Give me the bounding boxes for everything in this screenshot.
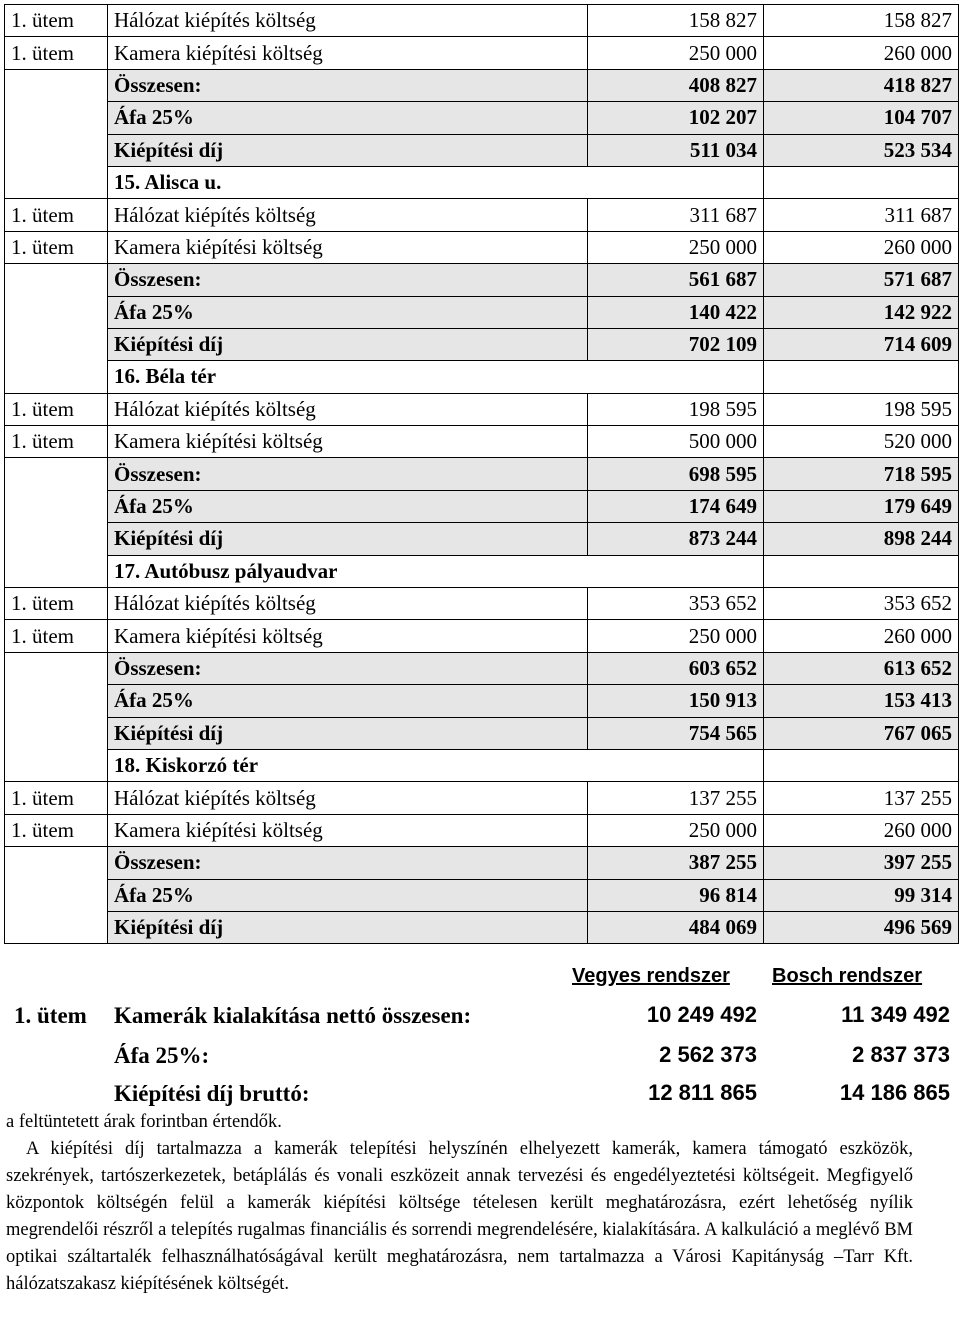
cost-item-row bbox=[5, 199, 959, 231]
location-row bbox=[5, 166, 959, 198]
subtotal-bosch-value: 179 649 bbox=[764, 490, 959, 522]
subtotal-mixed-value: 387 255 bbox=[588, 847, 764, 879]
item-label: Kamera kiépítési költség bbox=[108, 620, 588, 652]
subtotal-blank-cell bbox=[5, 523, 108, 555]
subtotal-blank-cell bbox=[5, 134, 108, 166]
gross-total-mixed: 12 811 865 bbox=[648, 1080, 757, 1105]
subtotal-mixed-value: 603 652 bbox=[588, 652, 764, 684]
subtotal-row bbox=[5, 296, 959, 328]
subtotal-row bbox=[5, 847, 959, 879]
subtotal-mixed-value: 698 595 bbox=[588, 458, 764, 490]
subtotal-row bbox=[5, 134, 959, 166]
col-header-mixed: Vegyes rendszer bbox=[572, 965, 730, 987]
grand-totals bbox=[0, 958, 960, 1108]
cost-item-row bbox=[5, 588, 959, 620]
subtotal-bosch-value: 496 569 bbox=[764, 911, 959, 943]
subtotal-row bbox=[5, 264, 959, 296]
subtotal-row bbox=[5, 911, 959, 943]
summary-phase: 1. ütem bbox=[14, 1003, 87, 1028]
subtotal-blank-cell bbox=[5, 847, 108, 879]
location-empty-cell bbox=[764, 555, 959, 587]
phase-cell: 1. ütem bbox=[5, 393, 108, 425]
mixed-system-value: 353 652 bbox=[588, 588, 764, 620]
cost-item-row bbox=[5, 231, 959, 263]
location-name: 16. Béla tér bbox=[108, 361, 764, 393]
bosch-system-value: 198 595 bbox=[764, 393, 959, 425]
bosch-system-value: 311 687 bbox=[764, 199, 959, 231]
mixed-system-value: 250 000 bbox=[588, 37, 764, 69]
subtotal-label: Összesen: bbox=[108, 264, 588, 296]
mixed-system-value: 137 255 bbox=[588, 782, 764, 814]
subtotal-mixed-value: 102 207 bbox=[588, 102, 764, 134]
bosch-system-value: 520 000 bbox=[764, 426, 959, 458]
location-name: 17. Autóbusz pályaudvar bbox=[108, 555, 764, 587]
bosch-system-value: 353 652 bbox=[764, 588, 959, 620]
phase-cell: 1. ütem bbox=[5, 814, 108, 846]
subtotal-bosch-value: 99 314 bbox=[764, 879, 959, 911]
description-paragraph: A kiépítési díj tartalmazza a kamerák telepítési helyszínén elhelyezett kamerák, kamera támogató eszközök, szekrények, tartószerkezetek, betáplálás és vonali eszközeit annak tervezési és engedélyeztetési költségeit. Megfigyelő központok költségén felül a kamerák kiépítési költsége tételesen került meghatározásra, ezért lehetőség nyílik megrendelői részről a telepítés rugalmas financiális és sorrendi megrendelésére, kialakítására. A kalkuláció a meglévő BM optikai száltartalék felhasználhatóságával került meghatározásra, nem tartalmazza a Városi Kapitányság –Tarr Kft. hálózatszakasz kiépítésének költségét. bbox=[6, 1139, 913, 1294]
phase-cell: 1. ütem bbox=[5, 426, 108, 458]
cost-item-row bbox=[5, 393, 959, 425]
location-row bbox=[5, 555, 959, 587]
subtotal-mixed-value: 150 913 bbox=[588, 685, 764, 717]
subtotal-label: Áfa 25% bbox=[108, 490, 588, 522]
subtotal-row bbox=[5, 102, 959, 134]
item-label: Hálózat kiépítés költség bbox=[108, 393, 588, 425]
vat-total-bosch: 2 837 373 bbox=[852, 1042, 950, 1067]
subtotal-mixed-value: 174 649 bbox=[588, 490, 764, 522]
subtotal-bosch-value: 418 827 bbox=[764, 69, 959, 101]
subtotal-mixed-value: 511 034 bbox=[588, 134, 764, 166]
subtotal-row bbox=[5, 328, 959, 360]
subtotal-row bbox=[5, 652, 959, 684]
subtotal-label: Kiépítési díj bbox=[108, 134, 588, 166]
vat-total-label: Áfa 25%: bbox=[114, 1043, 210, 1068]
item-label: Hálózat kiépítés költség bbox=[108, 199, 588, 231]
cost-item-row bbox=[5, 5, 959, 37]
subtotal-blank-cell bbox=[5, 490, 108, 522]
subtotal-blank-cell bbox=[5, 69, 108, 101]
subtotal-bosch-value: 898 244 bbox=[764, 523, 959, 555]
cost-item-row bbox=[5, 37, 959, 69]
mixed-system-value: 250 000 bbox=[588, 814, 764, 846]
subtotal-blank-cell bbox=[5, 102, 108, 134]
item-label: Kamera kiépítési költség bbox=[108, 814, 588, 846]
phase-cell: 1. ütem bbox=[5, 5, 108, 37]
cost-item-row bbox=[5, 426, 959, 458]
subtotal-label: Összesen: bbox=[108, 458, 588, 490]
phase-cell: 1. ütem bbox=[5, 588, 108, 620]
item-label: Kamera kiépítési költség bbox=[108, 426, 588, 458]
currency-note: a feltüntetett árak forintban értendők. bbox=[6, 1112, 282, 1132]
subtotal-bosch-value: 104 707 bbox=[764, 102, 959, 134]
phase-cell: 1. ütem bbox=[5, 199, 108, 231]
subtotal-blank-cell bbox=[5, 717, 108, 749]
subtotal-row bbox=[5, 879, 959, 911]
gross-total-bosch: 14 186 865 bbox=[839, 1080, 950, 1105]
item-label: Hálózat kiépítés költség bbox=[108, 782, 588, 814]
mixed-system-value: 500 000 bbox=[588, 426, 764, 458]
bosch-system-value: 260 000 bbox=[764, 620, 959, 652]
subtotal-row bbox=[5, 717, 959, 749]
net-total-mixed: 10 249 492 bbox=[646, 1002, 757, 1027]
bosch-system-value: 260 000 bbox=[764, 814, 959, 846]
subtotal-label: Kiépítési díj bbox=[108, 328, 588, 360]
subtotal-bosch-value: 767 065 bbox=[764, 717, 959, 749]
subtotal-label: Áfa 25% bbox=[108, 879, 588, 911]
location-row bbox=[5, 749, 959, 781]
location-name: 18. Kiskorzó tér bbox=[108, 749, 764, 781]
subtotal-bosch-value: 523 534 bbox=[764, 134, 959, 166]
phase-cell: 1. ütem bbox=[5, 231, 108, 263]
subtotal-blank-cell bbox=[5, 264, 108, 296]
subtotal-label: Összesen: bbox=[108, 652, 588, 684]
vat-total-mixed: 2 562 373 bbox=[659, 1042, 757, 1067]
subtotal-mixed-value: 702 109 bbox=[588, 328, 764, 360]
subtotal-bosch-value: 142 922 bbox=[764, 296, 959, 328]
subtotal-row bbox=[5, 69, 959, 101]
item-label: Hálózat kiépítés költség bbox=[108, 588, 588, 620]
subtotal-label: Kiépítési díj bbox=[108, 911, 588, 943]
bosch-system-value: 137 255 bbox=[764, 782, 959, 814]
bosch-system-value: 260 000 bbox=[764, 37, 959, 69]
subtotal-mixed-value: 96 814 bbox=[588, 879, 764, 911]
subtotal-blank-cell bbox=[5, 911, 108, 943]
item-label: Kamera kiépítési költség bbox=[108, 37, 588, 69]
gross-total-label: Kiépítési díj bruttó: bbox=[114, 1081, 310, 1106]
mixed-system-value: 198 595 bbox=[588, 393, 764, 425]
mixed-system-value: 158 827 bbox=[588, 5, 764, 37]
bosch-system-value: 260 000 bbox=[764, 231, 959, 263]
subtotal-row bbox=[5, 458, 959, 490]
net-total-bosch: 11 349 492 bbox=[841, 1002, 950, 1027]
subtotal-mixed-value: 140 422 bbox=[588, 296, 764, 328]
subtotal-mixed-value: 873 244 bbox=[588, 523, 764, 555]
subtotal-blank-cell bbox=[5, 296, 108, 328]
bosch-system-value: 158 827 bbox=[764, 5, 959, 37]
location-row bbox=[5, 361, 959, 393]
cost-item-row bbox=[5, 782, 959, 814]
subtotal-mixed-value: 484 069 bbox=[588, 911, 764, 943]
subtotal-mixed-value: 408 827 bbox=[588, 69, 764, 101]
subtotal-bosch-value: 714 609 bbox=[764, 328, 959, 360]
subtotal-blank-cell bbox=[5, 652, 108, 684]
subtotal-label: Kiépítési díj bbox=[108, 717, 588, 749]
subtotal-bosch-value: 397 255 bbox=[764, 847, 959, 879]
subtotal-bosch-value: 718 595 bbox=[764, 458, 959, 490]
cost-table bbox=[4, 4, 959, 944]
subtotal-bosch-value: 571 687 bbox=[764, 264, 959, 296]
subtotal-row bbox=[5, 523, 959, 555]
item-label: Kamera kiépítési költség bbox=[108, 231, 588, 263]
item-label: Hálózat kiépítés költség bbox=[108, 5, 588, 37]
mixed-system-value: 311 687 bbox=[588, 199, 764, 231]
mixed-system-value: 250 000 bbox=[588, 231, 764, 263]
subtotal-label: Áfa 25% bbox=[108, 296, 588, 328]
subtotal-row bbox=[5, 490, 959, 522]
subtotal-blank-cell bbox=[5, 879, 108, 911]
location-phase-cell bbox=[5, 166, 108, 198]
subtotal-mixed-value: 561 687 bbox=[588, 264, 764, 296]
subtotal-label: Összesen: bbox=[108, 847, 588, 879]
subtotal-mixed-value: 754 565 bbox=[588, 717, 764, 749]
location-phase-cell bbox=[5, 361, 108, 393]
subtotal-bosch-value: 613 652 bbox=[764, 652, 959, 684]
location-empty-cell bbox=[764, 749, 959, 781]
cost-table-body bbox=[5, 5, 959, 944]
phase-cell: 1. ütem bbox=[5, 37, 108, 69]
subtotal-label: Kiépítési díj bbox=[108, 523, 588, 555]
subtotal-blank-cell bbox=[5, 328, 108, 360]
location-name: 15. Alisca u. bbox=[108, 166, 764, 198]
cost-item-row bbox=[5, 814, 959, 846]
location-empty-cell bbox=[764, 166, 959, 198]
subtotal-blank-cell bbox=[5, 458, 108, 490]
subtotal-row bbox=[5, 685, 959, 717]
subtotal-label: Áfa 25% bbox=[108, 102, 588, 134]
location-phase-cell bbox=[5, 555, 108, 587]
subtotal-bosch-value: 153 413 bbox=[764, 685, 959, 717]
subtotal-blank-cell bbox=[5, 685, 108, 717]
location-empty-cell bbox=[764, 361, 959, 393]
subtotal-label: Összesen: bbox=[108, 69, 588, 101]
col-header-bosch: Bosch rendszer bbox=[772, 965, 923, 987]
phase-cell: 1. ütem bbox=[5, 782, 108, 814]
subtotal-label: Áfa 25% bbox=[108, 685, 588, 717]
location-phase-cell bbox=[5, 749, 108, 781]
phase-cell: 1. ütem bbox=[5, 620, 108, 652]
net-total-label: Kamerák kialakítása nettó összesen: bbox=[114, 1003, 472, 1028]
mixed-system-value: 250 000 bbox=[588, 620, 764, 652]
cost-item-row bbox=[5, 620, 959, 652]
